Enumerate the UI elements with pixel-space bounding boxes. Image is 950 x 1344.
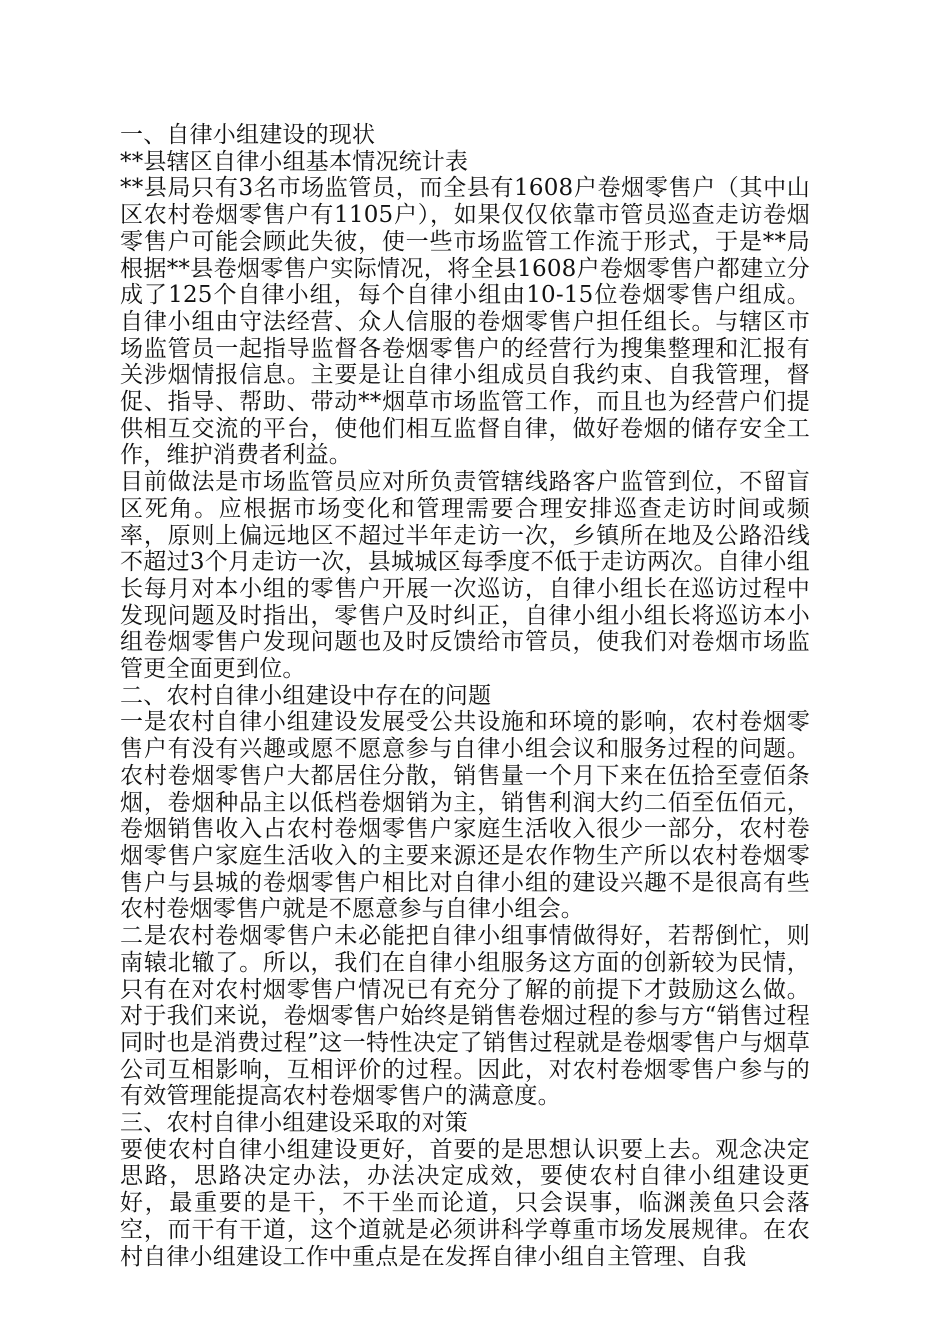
document-page	[120, 122, 810, 1270]
section-heading-problems: 二、农村自律小组建设中存在的问题	[120, 682, 492, 709]
paragraph-problem-one: 一是农村自律小组建设发展受公共设施和环境的影响，农村卷烟零售户有没有兴趣或愿不愿意参与自律小组会议和服务过程的问题。农村卷烟零售户大都居住分散，销售量一个月下来在伍拾至壹佰条烟，卷烟种品主以低档卷烟销为主，销售利润大约二佰至伍佰元，卷烟销售收入占农村卷烟零售户家庭生活收入很少一部分，农村卷烟零售户家庭生活收入的主要来源还是农作物生产所以农村卷烟零售户与县城的卷烟零售户相比对自律小组的建设兴趣不是很高有些农村卷烟零售户就是不愿意参与自律小组会。	[120, 709, 810, 923]
paragraph-measures: 要使农村自律小组建设更好，首要的是思想认识要上去。观念决定思路，思路决定办法，办法决定成效，要使农村自律小组建设更好，最重要的是干，不干坐而论道，只会误事，临渊羡鱼只会落空，而干有干道，这个道就是必须讲科学尊重市场发展规律。在农村自律小组建设工作中重点是在发挥自律小组自主管理、自我	[120, 1136, 810, 1270]
paragraph-overview: **县局只有3名市场监管员，而全县有1608户卷烟零售户（其中山区农村卷烟零售户有1105户），如果仅仅依靠市管员巡查走访卷烟零售户可能会顾此失彼，使一些市场监管工作流于形式，于是**局根据**县卷烟零售户实际情况，将全县1608户卷烟零售户都建立分成了125个自律小组，每个自律小组由10-15位卷烟零售户组成。自律小组由守法经营、众人信服的卷烟零售户担任组长。与辖区市场监管员一起指导监督各卷烟零售户的经营行为搜集整理和汇报有关涉烟情报信息。主要是让自律小组成员自我约束、自我管理，督促、指导、帮助、带动**烟草市场监管工作，而且也为经营户们提供相互交流的平台，使他们相互监督自律，做好卷烟的储存安全工作，维护消费者利益。	[120, 175, 810, 469]
paragraph-current-practice: 目前做法是市场监管员应对所负责管辖线路客户监管到位，不留盲区死角。应根据市场变化和管理需要合理安排巡查走访时间或频率，原则上偏远地区不超过半年走访一次，乡镇所在地及公路沿线不超过3个月走访一次，县城城区每季度不低于走访两次。自律小组长每月对本小组的零售户开展一次巡访，自律小组长在巡访过程中发现问题及时指出，零售户及时纠正，自律小组小组长将巡访本小组卷烟零售户发现问题也及时反馈给市管员，使我们对卷烟市场监管更全面更到位。	[120, 469, 810, 683]
paragraph-problem-two: 二是农村卷烟零售户未必能把自律小组事情做得好，若帮倒忙，则南辕北辙了。所以，我们在自律小组服务这方面的创新较为民情，只有在对农村烟零售户情况已有充分了解的前提下才鼓励这么做。对于我们来说，卷烟零售户始终是销售卷烟过程的参与方“销售过程同时也是消费过程”这一特性决定了销售过程就是卷烟零售户与烟草公司互相影响，互相评价的过程。因此，对农村卷烟零售户参与的有效管理能提高农村卷烟零售户的满意度。	[120, 923, 810, 1110]
section-heading-status: 一、自律小组建设的现状	[120, 122, 376, 148]
section-heading-measures: 三、农村自律小组建设采取的对策	[120, 1110, 468, 1137]
table-caption: **县辖区自律小组基本情况统计表	[120, 148, 469, 175]
